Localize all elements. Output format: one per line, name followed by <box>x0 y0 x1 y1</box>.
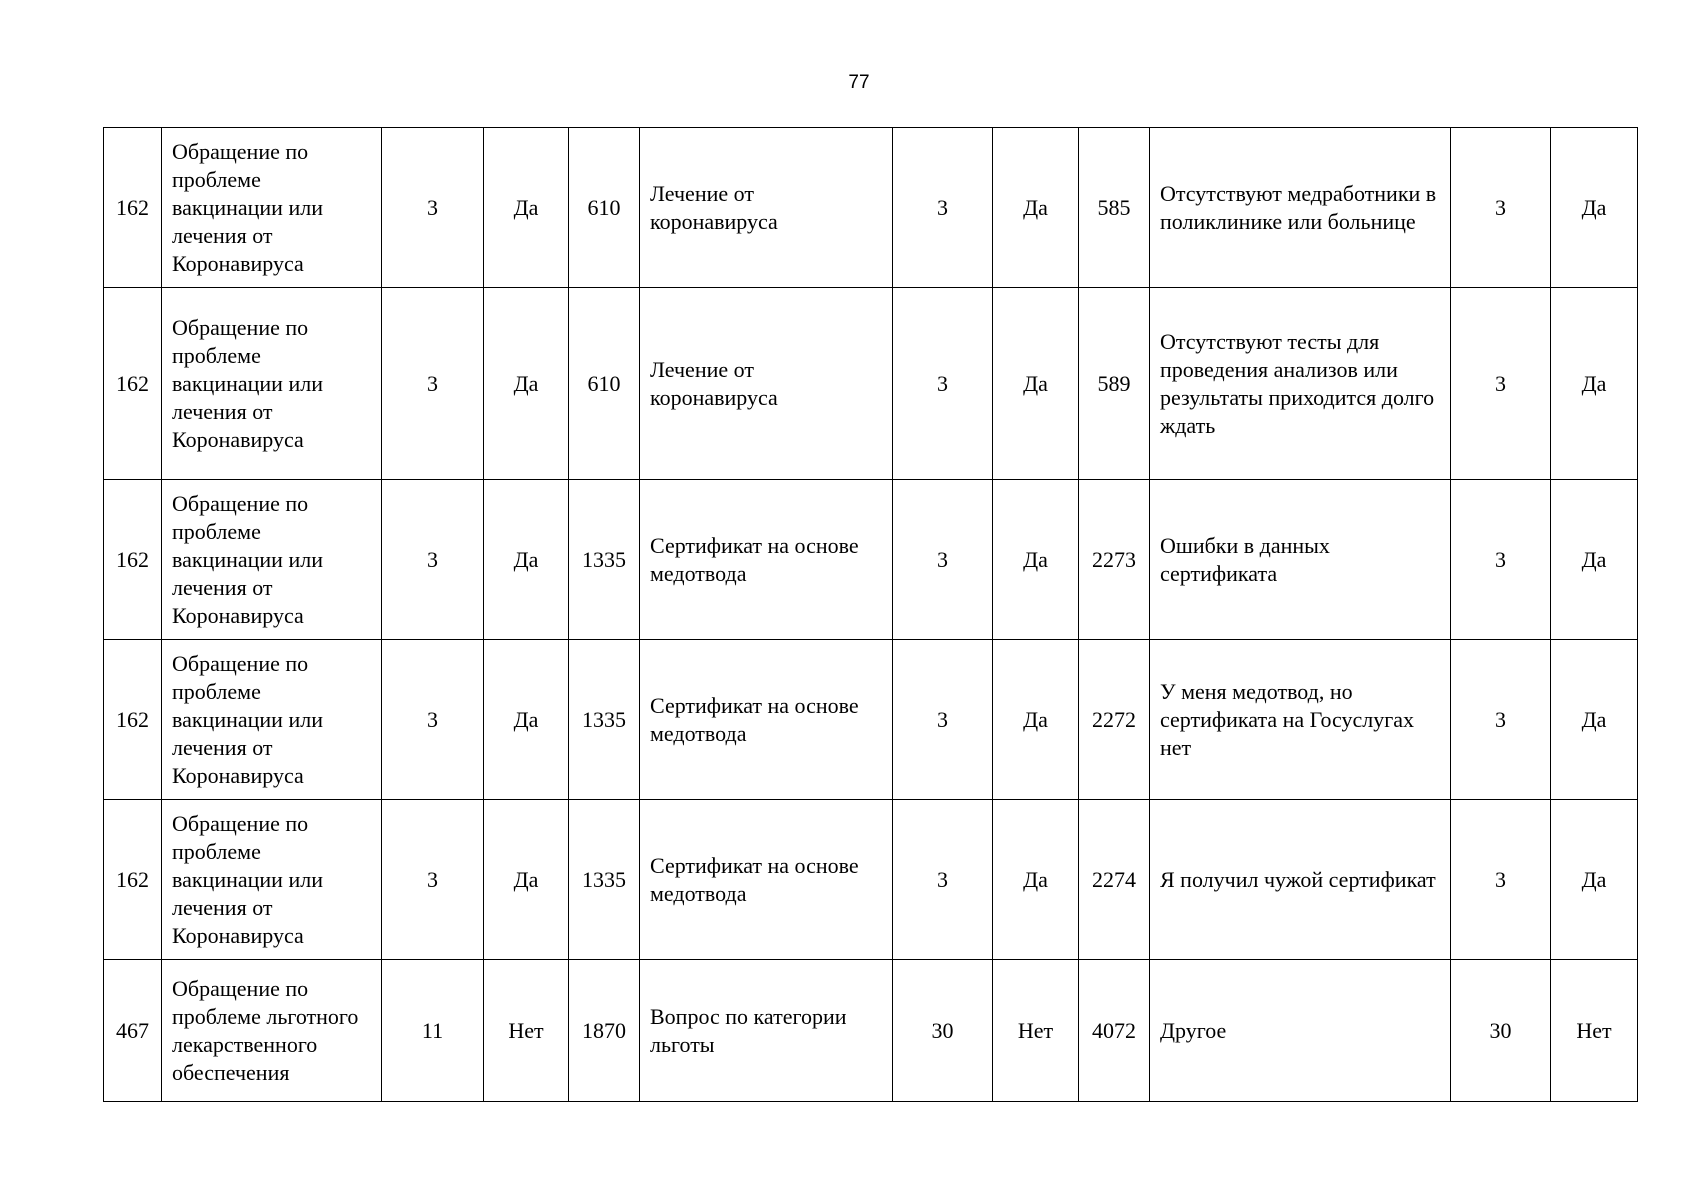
table-row <box>104 128 1638 288</box>
subgroup-code-cell: 1335 <box>569 800 640 960</box>
fact-name-cell: Отсутствуют тесты для проведения анализов или результаты приходится долго ждать <box>1150 288 1451 480</box>
group-flag-cell: Да <box>484 640 569 800</box>
group-name-cell: Обращение по проблеме вакцинации или лечения от Коронавируса <box>162 640 382 800</box>
group-days-cell: 3 <box>382 288 484 480</box>
subgroup-flag-cell: Да <box>993 800 1079 960</box>
fact-name-cell: У меня медотвод, но сертификата на Госуслугах нет <box>1150 640 1451 800</box>
group-name-cell: Обращение по проблеме льготного лекарственного обеспечения <box>162 960 382 1102</box>
subgroup-flag-cell: Да <box>993 640 1079 800</box>
subgroup-code-cell: 1335 <box>569 640 640 800</box>
group-days-cell: 3 <box>382 480 484 640</box>
fact-days-cell: 3 <box>1451 480 1551 640</box>
subgroup-days-cell: 30 <box>893 960 993 1102</box>
subgroup-code-cell: 1870 <box>569 960 640 1102</box>
group-name-cell: Обращение по проблеме вакцинации или лечения от Коронавируса <box>162 480 382 640</box>
group-name-cell: Обращение по проблеме вакцинации или лечения от Коронавируса <box>162 800 382 960</box>
fact-code-cell: 2273 <box>1079 480 1150 640</box>
group-code-cell: 467 <box>104 960 162 1102</box>
group-flag-cell: Нет <box>484 960 569 1102</box>
subgroup-name-cell: Сертификат на основе медотвода <box>640 640 893 800</box>
subgroup-days-cell: 3 <box>893 480 993 640</box>
group-flag-cell: Да <box>484 128 569 288</box>
subgroup-name-cell: Сертификат на основе медотвода <box>640 480 893 640</box>
page-number: 77 <box>848 72 870 93</box>
subgroup-days-cell: 3 <box>893 128 993 288</box>
group-days-cell: 3 <box>382 800 484 960</box>
subgroup-flag-cell: Да <box>993 128 1079 288</box>
fact-flag-cell: Да <box>1551 288 1638 480</box>
fact-days-cell: 3 <box>1451 128 1551 288</box>
group-code-cell: 162 <box>104 480 162 640</box>
subgroup-days-cell: 3 <box>893 640 993 800</box>
fact-code-cell: 589 <box>1079 288 1150 480</box>
fact-code-cell: 4072 <box>1079 960 1150 1102</box>
fact-flag-cell: Да <box>1551 480 1638 640</box>
group-code-cell: 162 <box>104 288 162 480</box>
fact-flag-cell: Да <box>1551 800 1638 960</box>
group-flag-cell: Да <box>484 288 569 480</box>
table-row <box>104 640 1638 800</box>
fact-code-cell: 2272 <box>1079 640 1150 800</box>
fact-code-cell: 2274 <box>1079 800 1150 960</box>
fact-name-cell: Другое <box>1150 960 1451 1102</box>
group-code-cell: 162 <box>104 640 162 800</box>
table-row <box>104 480 1638 640</box>
subgroup-name-cell: Сертификат на основе медотвода <box>640 800 893 960</box>
subgroup-flag-cell: Да <box>993 480 1079 640</box>
subgroup-code-cell: 1335 <box>569 480 640 640</box>
fact-flag-cell: Да <box>1551 640 1638 800</box>
subgroup-code-cell: 610 <box>569 288 640 480</box>
fact-days-cell: 3 <box>1451 800 1551 960</box>
group-code-cell: 162 <box>104 800 162 960</box>
subgroup-name-cell: Лечение от коронавируса <box>640 288 893 480</box>
fact-name-cell: Я получил чужой сертификат <box>1150 800 1451 960</box>
group-flag-cell: Да <box>484 800 569 960</box>
fact-days-cell: 30 <box>1451 960 1551 1102</box>
subgroup-days-cell: 3 <box>893 800 993 960</box>
fact-days-cell: 3 <box>1451 288 1551 480</box>
subgroup-flag-cell: Да <box>993 288 1079 480</box>
group-days-cell: 11 <box>382 960 484 1102</box>
subgroup-name-cell: Вопрос по категории льготы <box>640 960 893 1102</box>
table-row <box>104 288 1638 480</box>
fact-name-cell: Отсутствуют медработники в поликлинике или больнице <box>1150 128 1451 288</box>
fact-days-cell: 3 <box>1451 640 1551 800</box>
table-row <box>104 960 1638 1102</box>
data-table <box>103 127 1638 1102</box>
fact-code-cell: 585 <box>1079 128 1150 288</box>
table-row <box>104 800 1638 960</box>
subgroup-days-cell: 3 <box>893 288 993 480</box>
subgroup-flag-cell: Нет <box>993 960 1079 1102</box>
group-name-cell: Обращение по проблеме вакцинации или лечения от Коронавируса <box>162 288 382 480</box>
fact-name-cell: Ошибки в данных сертификата <box>1150 480 1451 640</box>
subgroup-name-cell: Лечение от коронавируса <box>640 128 893 288</box>
group-flag-cell: Да <box>484 480 569 640</box>
fact-flag-cell: Нет <box>1551 960 1638 1102</box>
group-code-cell: 162 <box>104 128 162 288</box>
group-days-cell: 3 <box>382 128 484 288</box>
subgroup-code-cell: 610 <box>569 128 640 288</box>
group-days-cell: 3 <box>382 640 484 800</box>
group-name-cell: Обращение по проблеме вакцинации или лечения от Коронавируса <box>162 128 382 288</box>
fact-flag-cell: Да <box>1551 128 1638 288</box>
